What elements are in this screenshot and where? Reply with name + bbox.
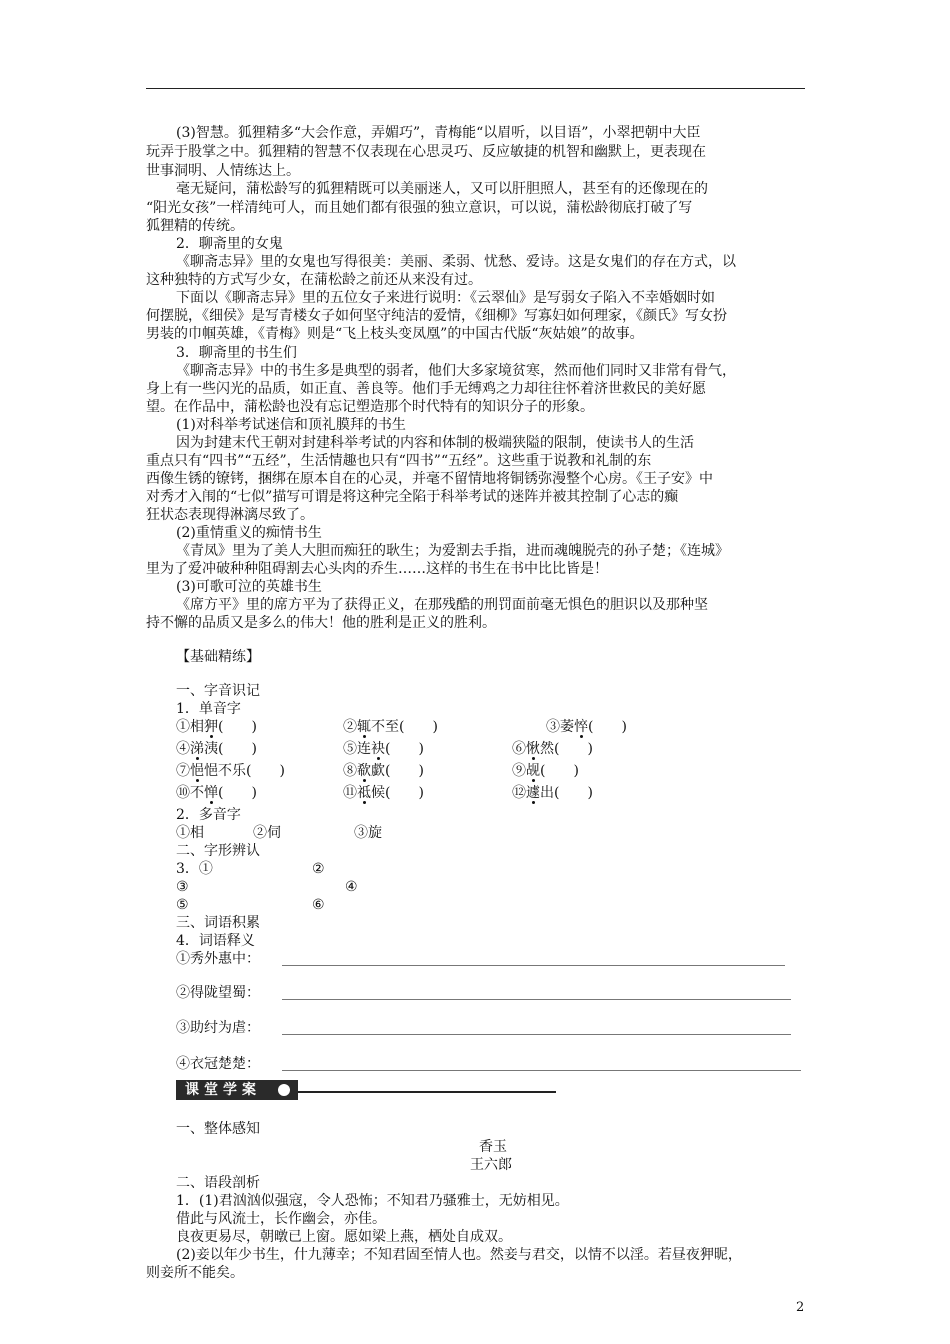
emphasis-char: 狎 <box>204 719 218 735</box>
subheading: (2)重情重义的痴情书生 <box>176 525 322 541</box>
paragraph-line: 因为封建末代王朝对封建科举考试的内容和体制的极端狭隘的限制，使读书人的生活 <box>176 435 694 451</box>
section-heading: 3．聊斋里的书生们 <box>176 345 297 361</box>
paragraph-line: 重点只有“四书”“五经”，生活情趣也只有“四书”“五经”。这些重于说教和礼制的东 <box>146 453 652 469</box>
emphasis-char: 涕 <box>190 741 204 757</box>
pinyin-item: ⑧欷歔( ) <box>343 763 424 779</box>
emphasis-char: 遽 <box>526 785 540 801</box>
analysis-line: (2)妾以年少书生，什九薄幸；不知君固至情人也。然妾与君交，以情不以淫。若昼夜狎昵， <box>176 1247 742 1263</box>
practice-subtitle: 1．单音字 <box>176 701 241 717</box>
paragraph-line: 狂状态表现得淋漓尽致了。 <box>146 507 314 523</box>
pinyin-item: ⑦悒悒不乐( ) <box>176 763 285 779</box>
pinyin-item: ⑥愀然( ) <box>512 741 593 757</box>
term-label: ①秀外惠中： <box>176 951 260 967</box>
term-label: ③助纣为虐： <box>176 1020 260 1036</box>
paragraph-line: 狐狸精的传统。 <box>146 218 244 234</box>
pinyin-item: ⑨觇( ) <box>512 763 579 779</box>
pinyin-item: ③萎悴( ) <box>546 719 627 735</box>
practice-section-title: 二、字形辨认 <box>176 843 260 859</box>
analysis-line: 1．(1)君汹汹似强寇，令人恐怖；不知君乃骚雅士，无妨相见。 <box>176 1193 569 1209</box>
banner-dot-icon <box>278 1084 290 1096</box>
emphasis-char: 惮 <box>204 785 218 801</box>
paragraph-line: 男装的巾帼英雄，《青梅》则是“飞上枝头变凤凰”的中国古代版“灰姑娘”的故事。 <box>146 326 644 342</box>
pinyin-item: ④涕洟( ) <box>176 741 257 757</box>
practice-subtitle: 4．词语释义 <box>176 933 255 949</box>
paragraph-line: 对秀才入闱的“七似”描写可谓是将这种完全陷于科举考试的迷阵并被其控制了心志的癫 <box>146 489 679 505</box>
emphasis-char: 祗 <box>357 785 371 801</box>
answer-blank[interactable] <box>282 965 785 966</box>
paragraph-line: 持不懈的品质又是多么的伟大！他的胜利是正义的胜利。 <box>146 615 496 631</box>
glyph-item: 3．① <box>176 861 213 877</box>
polyphone-item: ③旋 <box>354 825 382 841</box>
practice-section-title: 三、词语积累 <box>176 915 260 931</box>
emphasis-char: 悴 <box>574 719 588 735</box>
answer-blank[interactable] <box>556 1070 801 1071</box>
emphasis-char: 欷 <box>357 763 371 779</box>
emphasis-char: 辄 <box>357 719 371 735</box>
subheading: (3)可歌可泣的英雄书生 <box>176 579 322 595</box>
analysis-line: 良夜更易尽，朝暾已上窗。愿如梁上燕，栖处自成双。 <box>176 1229 512 1245</box>
answer-blank[interactable] <box>282 999 791 1000</box>
classroom-section-title: 二、语段剖析 <box>176 1175 260 1191</box>
section-heading: 2．聊斋里的女鬼 <box>176 236 283 252</box>
paragraph-line: 毫无疑问，蒲松龄写的狐狸精既可以美丽迷人，又可以肝胆照人，甚至有的还像现在的 <box>176 181 708 197</box>
paragraph-line: 《青凤》里为了美人大胆而痴狂的耿生；为爱割去手指，进而魂魄脱壳的孙子楚；《连城》 <box>176 543 729 559</box>
paragraph-line: 身上有一些闪光的品质，如正直、善良等。他们手无缚鸡之力却往往怀着济世救民的美好愿 <box>146 381 706 397</box>
paragraph-line: 《聊斋志异》里的女鬼也写得很美：美丽、柔弱、忧愁、爱诗。这是女鬼们的存在方式，以 <box>176 254 736 270</box>
answer-blank[interactable] <box>282 1070 556 1071</box>
pinyin-item: ⑩不惮( ) <box>176 785 257 801</box>
section-banner-label: 课堂学案 <box>185 1082 261 1098</box>
paragraph-line: 里为了爱冲破种种阻碍割去心头肉的乔生……这样的书生在书中比比皆是！ <box>146 561 608 577</box>
emphasis-char: 袂 <box>371 741 385 757</box>
practice-heading: 【基础精练】 <box>176 649 260 665</box>
paragraph-line: 世事洞明、人情练达上。 <box>146 163 300 179</box>
practice-subtitle: 2．多音字 <box>176 807 241 823</box>
glyph-item: ⑥ <box>312 897 325 913</box>
paragraph-line: 玩弄于股掌之中。狐狸精的智慧不仅表现在心思灵巧、反应敏捷的机智和幽默上，更表现在 <box>146 144 706 160</box>
emphasis-char: 愀 <box>526 741 540 757</box>
pinyin-item: ②辄不至( ) <box>343 719 438 735</box>
paragraph-line: 西像生锈的镣铐，捆绑在原本自在的心灵，并毫不留情地将铜锈弥漫整个心房。《王子安》中 <box>146 471 713 487</box>
practice-section-title: 一、字音识记 <box>176 683 260 699</box>
glyph-item: ④ <box>345 879 358 895</box>
header-rule <box>146 88 805 89</box>
banner-rule <box>298 1091 556 1093</box>
work-title: 香玉 <box>479 1139 507 1155</box>
paragraph-line: 《聊斋志异》中的书生多是典型的弱者，他们大多家境贫寒，然而他们同时又非常有骨气， <box>176 363 736 379</box>
paragraph-line: “阳光女孩”一样清纯可人，而且她们都有很强的独立意识，可以说，蒲松龄彻底打破了写 <box>146 200 693 216</box>
term-label: ②得陇望蜀： <box>176 985 260 1001</box>
pinyin-item: ⑫遽出( ) <box>512 785 593 801</box>
pinyin-item: ⑪祗候( ) <box>343 785 424 801</box>
glyph-item: ③ <box>176 879 189 895</box>
classroom-section-title: 一、整体感知 <box>176 1121 260 1137</box>
page-number: 2 <box>796 1300 805 1315</box>
glyph-item: ② <box>312 861 325 877</box>
answer-blank[interactable] <box>282 1034 791 1035</box>
subheading: (1)对科举考试迷信和顶礼膜拜的书生 <box>176 417 406 433</box>
polyphone-item: ②伺 <box>253 825 281 841</box>
paragraph-line: 何摆脱，《细侯》是写青楼女子如何坚守纯洁的爱情，《细柳》写寡妇如何理家，《颜氏》写女扮 <box>146 308 727 324</box>
polyphone-item: ①相 <box>176 825 204 841</box>
paragraph-line: 望。在作品中，蒲松龄也没有忘记塑造那个时代特有的知识分子的形象。 <box>146 399 594 415</box>
pinyin-item: ①相狎( ) <box>176 719 257 735</box>
paragraph-line: (3)智慧。狐狸精多“大会作意，弄媚巧”，青梅能“以眉听，以目语”，小翠把朝中大臣 <box>176 125 701 141</box>
work-title: 王六郎 <box>470 1157 512 1173</box>
glyph-item: ⑤ <box>176 897 189 913</box>
analysis-line: 借此与风流士，长作幽会，亦佳。 <box>176 1211 386 1227</box>
term-label: ④衣冠楚楚： <box>176 1056 260 1072</box>
paragraph-line: 《席方平》里的席方平为了获得正义，在那残酷的刑罚面前毫无惧色的胆识以及那种坚 <box>176 597 708 613</box>
paragraph-line: 这种独特的方式写少女，在蒲松龄之前还从来没有过。 <box>146 272 482 288</box>
pinyin-item: ⑤连袂( ) <box>343 741 424 757</box>
emphasis-char: 觇 <box>526 763 540 779</box>
paragraph-line: 下面以《聊斋志异》里的五位女子来进行说明：《云翠仙》是写弱女子陷入不幸婚姻时如 <box>176 290 715 306</box>
analysis-line: 则妾所不能矣。 <box>146 1265 244 1281</box>
emphasis-char: 悒 <box>190 763 204 779</box>
